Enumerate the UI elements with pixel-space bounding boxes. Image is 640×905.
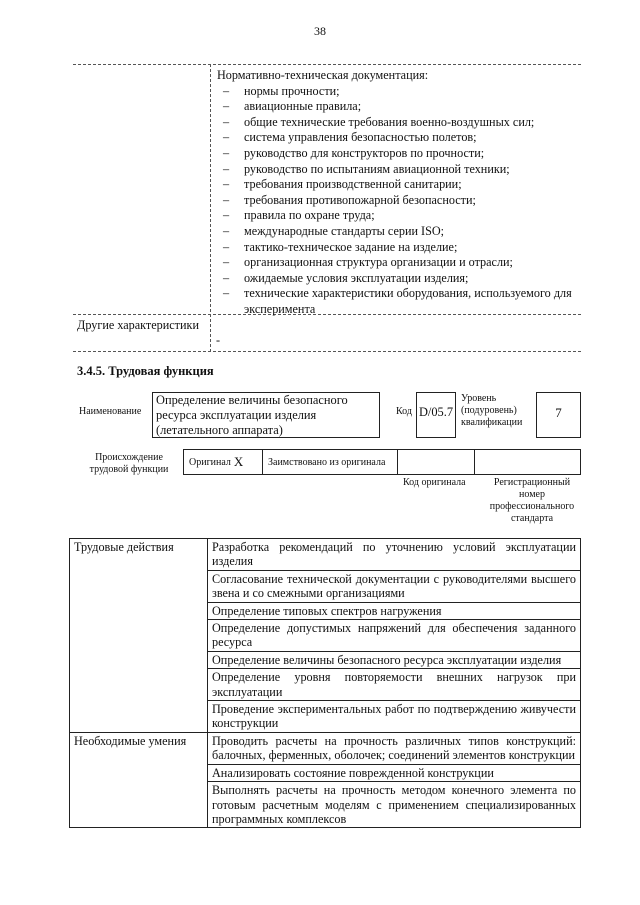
required-skills-item: Выполнять расчеты на прочность методом конечного элемента по готовым расчетным моделям с применением специализированных программных комплексов (208, 782, 581, 828)
code-original-caption: Код оригинала (403, 477, 466, 488)
normative-docs-item-text: требования противопожарной безопасности; (244, 192, 476, 207)
labor-actions-item: Проведение экспериментальных работ по подтверждению живучести конструкции (208, 701, 581, 733)
normative-docs-item-text: руководство по испытаниям авиационной техники; (244, 161, 510, 176)
normative-docs-item (217, 162, 577, 178)
list-dash: – (223, 83, 230, 98)
table-top-border (73, 64, 581, 65)
normative-docs-item (217, 255, 577, 271)
registration-number-cell (475, 450, 580, 474)
list-dash: – (223, 145, 230, 160)
normative-docs-item (217, 177, 577, 193)
labor-actions-label: Трудовые действия (70, 539, 208, 733)
original-cell (184, 450, 263, 474)
registration-number-caption: Регистрационный номер профессионального стандарта (489, 477, 575, 524)
table-bottom-border (73, 351, 581, 352)
code-value-box: D/05.7 (416, 392, 456, 438)
borrowed-cell: Заимствовано из оригинала (263, 450, 398, 474)
qualification-level-box: 7 (536, 392, 581, 438)
normative-docs-item (217, 84, 577, 100)
list-dash: – (223, 286, 230, 301)
normative-docs-item-text: требования производственной санитарии; (244, 177, 462, 192)
normative-docs-item (217, 286, 577, 317)
normative-docs-item-text: авиационные правила; (244, 99, 362, 114)
normative-docs-item (217, 208, 577, 224)
normative-docs-item-text: общие технические требования военно-воздушных сил; (244, 114, 535, 129)
name-label: Наименование (79, 406, 142, 417)
normative-docs-heading: Нормативно-техническая документация: (217, 68, 429, 82)
labor-actions-item: Определение величины безопасного ресурса эксплуатации изделия (208, 651, 581, 668)
normative-docs-list (217, 84, 577, 318)
labor-function-table (69, 538, 581, 828)
other-characteristics-label: Другие характеристики (77, 318, 199, 332)
list-dash: – (223, 192, 230, 207)
origin-label: Происхождение трудовой функции (89, 452, 169, 475)
page-number: 38 (314, 24, 326, 38)
normative-docs-item-text: организационная структура организации и отрасли; (244, 255, 513, 270)
normative-docs-item-text: ожидаемые условия эксплуатации изделия; (244, 270, 469, 285)
other-characteristics-value: - (216, 333, 221, 347)
list-dash: – (223, 177, 230, 192)
labor-actions-item: Определение типовых спектров нагружения (208, 602, 581, 619)
code-original-cell (398, 450, 475, 474)
list-dash: – (223, 208, 230, 223)
normative-docs-item (217, 193, 577, 209)
normative-docs-item (217, 240, 577, 256)
required-skills-label: Необходимые умения (70, 732, 208, 827)
section-title: 3.4.5. Трудовая функция (77, 364, 214, 378)
normative-docs-item (217, 130, 577, 146)
normative-docs-item-text: технические характеристики оборудования, используемого для эксперимента (244, 286, 572, 316)
qualification-level-label: Уровень (подуровень) квалификации (461, 393, 523, 428)
list-dash: – (223, 255, 230, 270)
normative-docs-item-text: тактико-техническое задание на изделие; (244, 239, 458, 254)
list-dash: – (223, 161, 230, 176)
normative-docs-item-text: международные стандарты серии ISO; (244, 223, 445, 238)
function-name-box: Определение величины безопасного ресурса эксплуатации изделия (летательного аппарата) (152, 392, 380, 438)
table-row (70, 732, 581, 764)
list-dash: – (223, 130, 230, 145)
required-skills-item: Проводить расчеты на прочность различных типов конструкций: балочных, ферменных, оболочек; соединений элементов конструкции (208, 732, 581, 764)
list-dash: – (223, 239, 230, 254)
normative-docs-item (217, 146, 577, 162)
normative-docs-item-text: руководство для конструкторов по прочности; (244, 145, 485, 160)
labor-actions-item: Определение допустимых напряжений для обеспечения заданного ресурса (208, 620, 581, 652)
origin-row (183, 449, 581, 475)
table-row (70, 539, 581, 571)
normative-docs-item (217, 224, 577, 240)
original-mark: X (233, 454, 244, 469)
normative-docs-item (217, 99, 577, 115)
list-dash: – (223, 223, 230, 238)
normative-docs-table (73, 64, 581, 352)
original-label: Оригинал (189, 456, 231, 468)
required-skills-item: Анализировать состояние поврежденной конструкции (208, 764, 581, 781)
labor-actions-item: Разработка рекомендаций по уточнению условий эксплуатации изделия (208, 539, 581, 571)
normative-docs-item (217, 271, 577, 287)
code-label: Код (396, 406, 412, 417)
labor-actions-item: Согласование технической документации с руководителями высшего звена и со смежными организациями (208, 570, 581, 602)
list-dash: – (223, 99, 230, 114)
list-dash: – (223, 270, 230, 285)
table-column-divider (210, 64, 211, 352)
normative-docs-item (217, 115, 577, 131)
normative-docs-item-text: нормы прочности; (244, 83, 340, 98)
normative-docs-item-text: правила по охране труда; (244, 208, 375, 223)
labor-actions-item: Определение уровня повторяемости внешних нагрузок при эксплуатации (208, 669, 581, 701)
list-dash: – (223, 114, 230, 129)
normative-docs-item-text: система управления безопасностью полетов; (244, 130, 477, 145)
normative-docs-cell (217, 68, 577, 318)
